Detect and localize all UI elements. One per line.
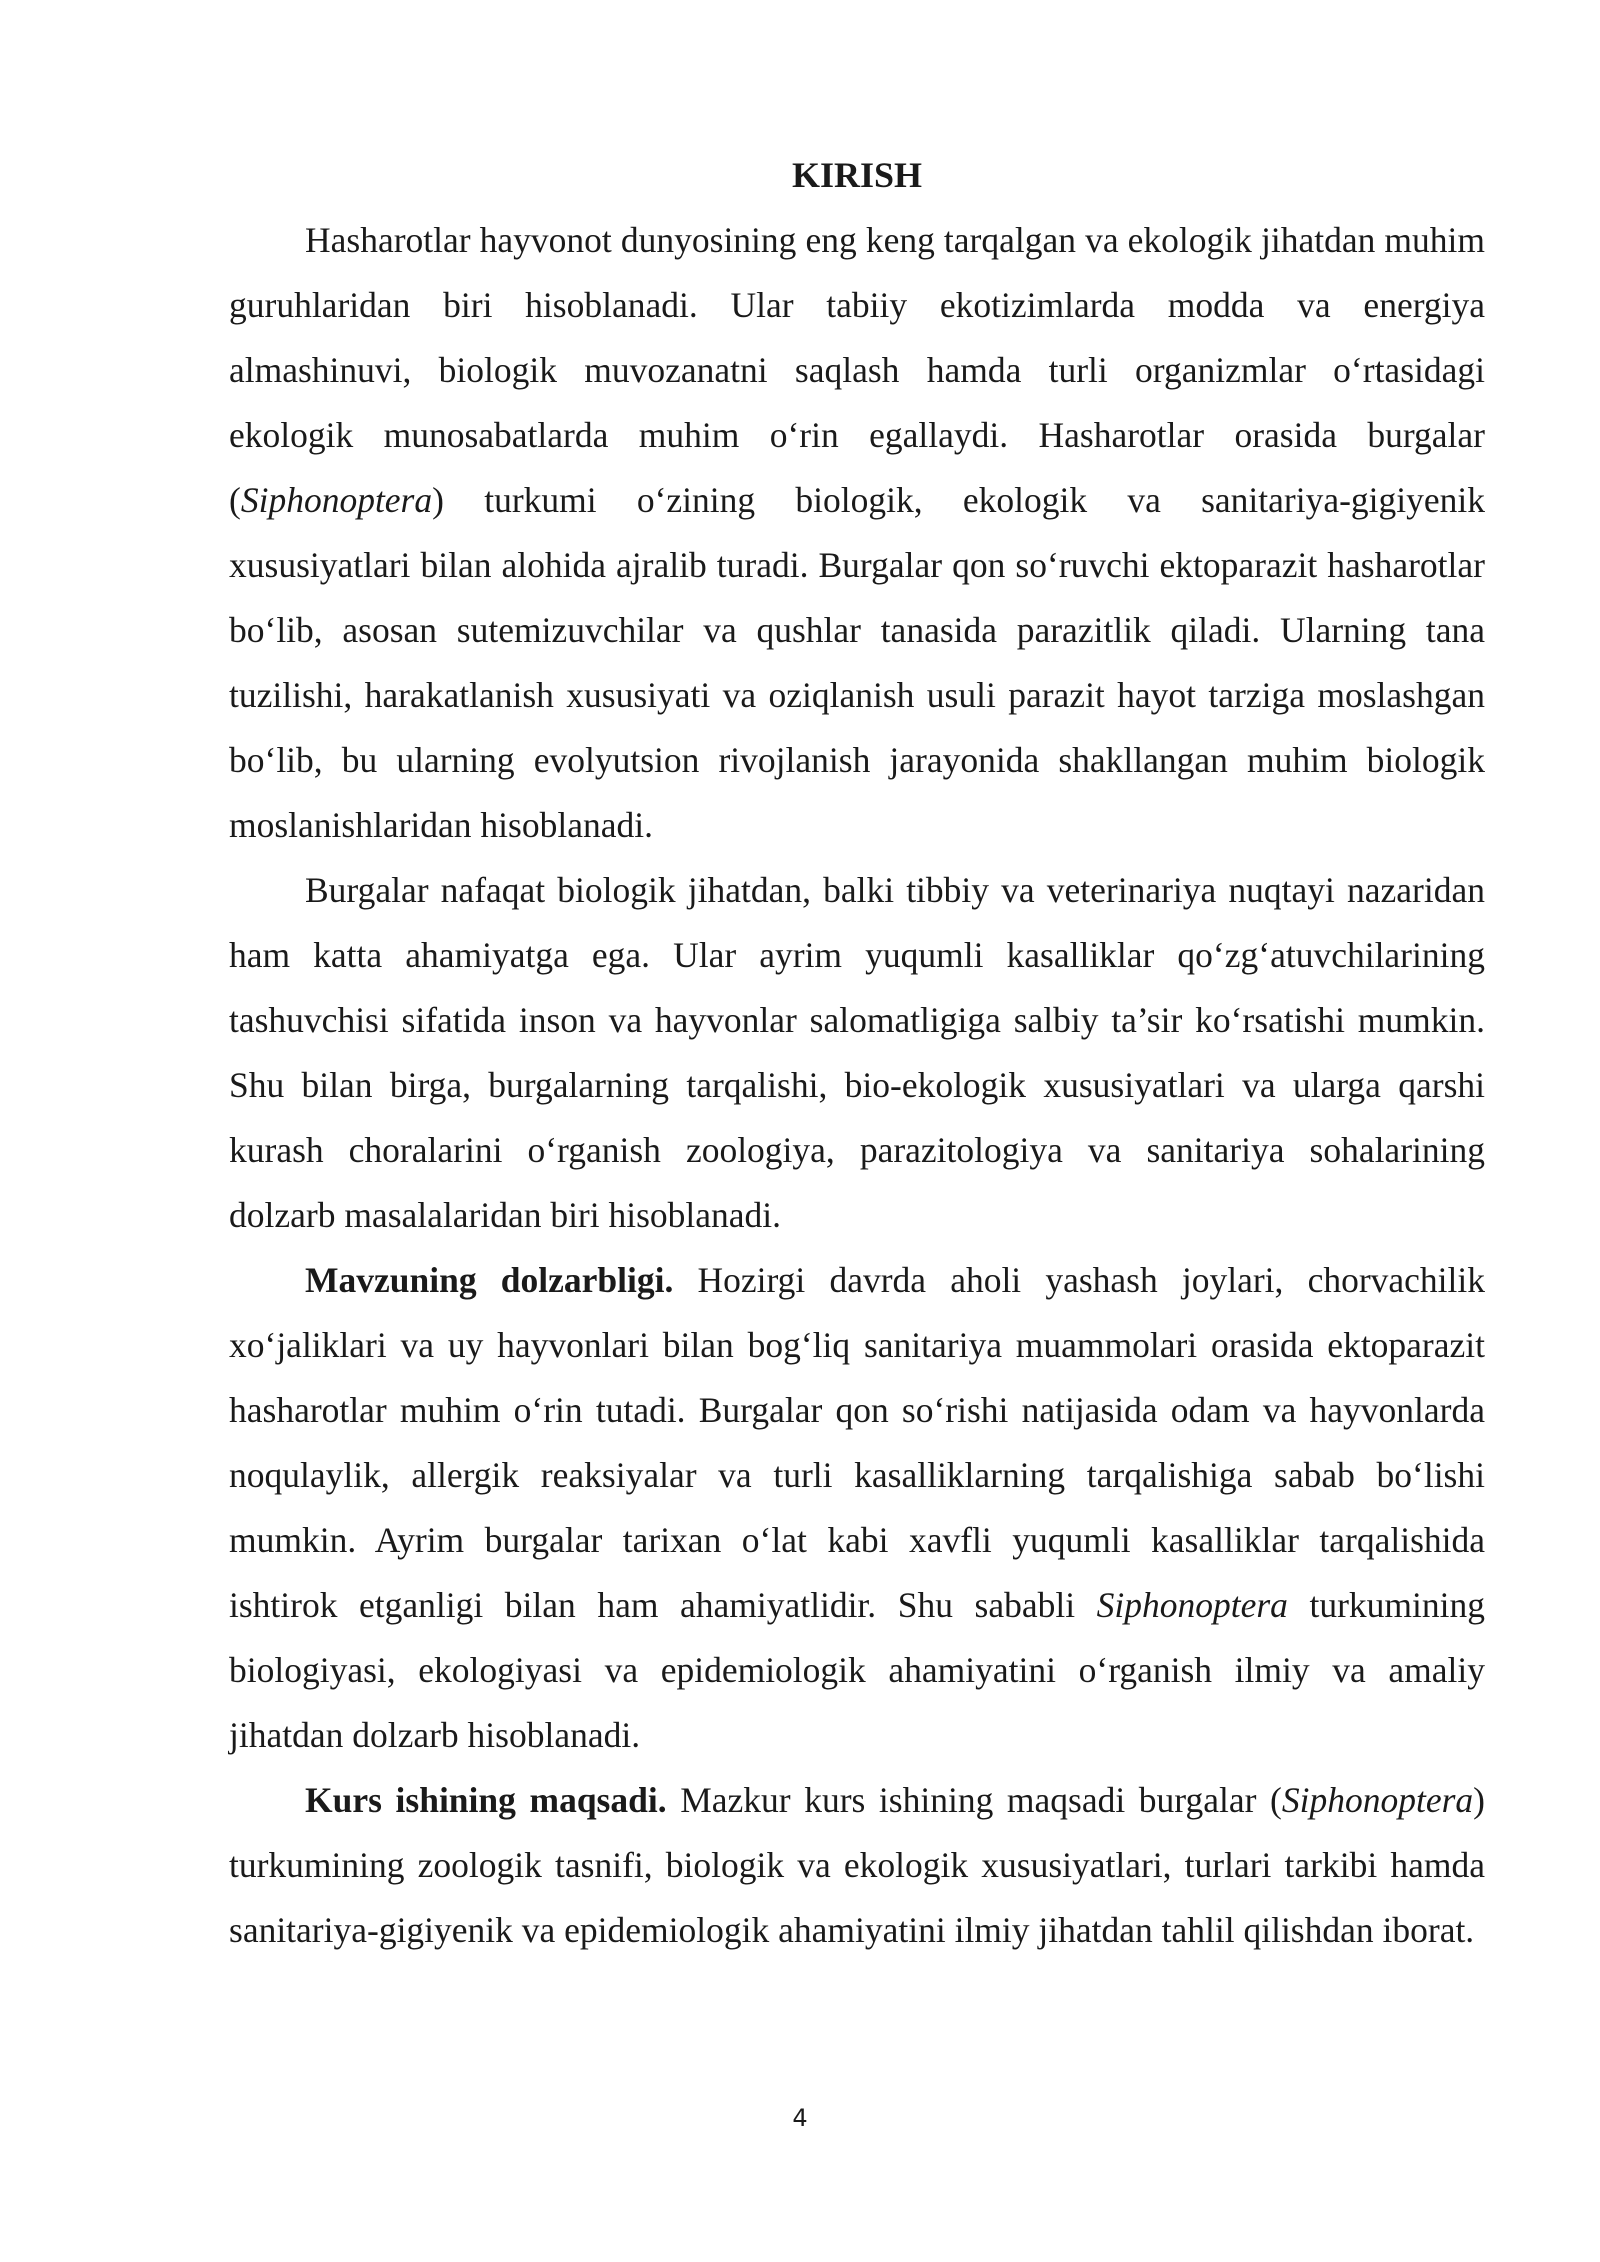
page-number: 4	[792, 2104, 808, 2132]
paragraph-text: Hozirgi davrda aholi yashash joylari, chorvachilik xo‘jaliklari va uy hayvonlari bilan bog‘liq sanitariya muammolari orasida ektoparazit hasharotlar muhim o‘rin tutadi. Burgalar qon so‘rishi natijasida odam va hayvonlarda noqulaylik, allergik reaksiyalar va turli kasalliklarning tarqalishiga sabab bo‘lishi mumkin. Ayrim burgalar tarixan o‘lat kabi xavfli yuqumli kasalliklar tarqalishida ishtirok etganligi bilan ham ahamiyatlidir. Shu sababli	[229, 1260, 1486, 1625]
taxon-name-italic: Siphonoptera	[240, 480, 433, 520]
paragraph-text: ) turkumi o‘zining biologik, ekologik va sanitariya-gigiyenik xususiyatlari bilan alohida ajralib turadi. Burgalar qon so‘ruvchi ektoparazit hasharotlar bo‘lib, asosan sutemizuvchilar va qushlar tanasida parazitlik qiladi. Ularning tana tuzilishi, harakatlanish xususiyati va oziqlanish usuli parazit hayot tarziga moslashgan bo‘lib, bu ularning evolyutsion rivojlanish jarayonida shakllangan muhim biologik moslanishlaridan hisoblanadi.	[229, 480, 1485, 845]
section-heading: KIRISH	[791, 155, 923, 195]
paragraph-goal	[229, 1768, 1485, 1963]
page-body	[229, 143, 1485, 1963]
paragraph-text: ) turkumining zoologik tasnifi, biologik va ekologik xususiyatlari, turlari tarkibi hamda sanitariya-gigiyenik va epidemiologik ahamiyatini ilmiy jihatdan tahlil qilishdan iborat.	[229, 1780, 1485, 1950]
paragraph-introduction	[229, 208, 1485, 858]
paragraph-text: Mazkur kurs ishining maqsadi burgalar (	[666, 1780, 1282, 1820]
paragraph-text: turkumining biologiyasi, ekologiyasi va epidemiologik ahamiyatini o‘rganish ilmiy va amaliy jihatdan dolzarb hisoblanadi.	[229, 1585, 1485, 1755]
taxon-name-italic: Siphonoptera	[1096, 1585, 1288, 1625]
relevance-label: Mavzuning dolzarbligi.	[305, 1260, 674, 1300]
paragraph-text: Burgalar nafaqat biologik jihatdan, balki tibbiy va veterinariya nuqtayi nazaridan ham katta ahamiyatga ega. Ular ayrim yuqumli kasalliklar qo‘zg‘atuvchilarining tashuvchisi sifatida inson va hayvonlar salomatligiga salbiy ta’sir ko‘rsatishi mumkin. Shu bilan birga, burgalarning tarqalishi, bio-ekologik xususiyatlari va ularga qarshi kurash choralarini o‘rganish zoologiya, parazitologiya va sanitariya sohalarining dolzarb masalalaridan biri hisoblanadi.	[229, 870, 1485, 1235]
paragraph-relevance	[229, 1248, 1485, 1768]
paragraph-significance	[229, 858, 1485, 1248]
taxon-name-italic: Siphonoptera	[1281, 1780, 1474, 1820]
goal-label: Kurs ishining maqsadi.	[305, 1780, 667, 1820]
paragraph-text: Hasharotlar hayvonot dunyosining eng keng tarqalgan va ekologik jihatdan muhim guruhlaridan biri hisoblanadi. Ular tabiiy ekotizimlarda modda va energiya almashinuvi, biologik muvozanatni saqlash hamda turli organizmlar o‘rtasidagi ekologik munosabatlarda muhim o‘rin egallaydi. Hasharotlar orasida burgalar (	[229, 220, 1485, 520]
